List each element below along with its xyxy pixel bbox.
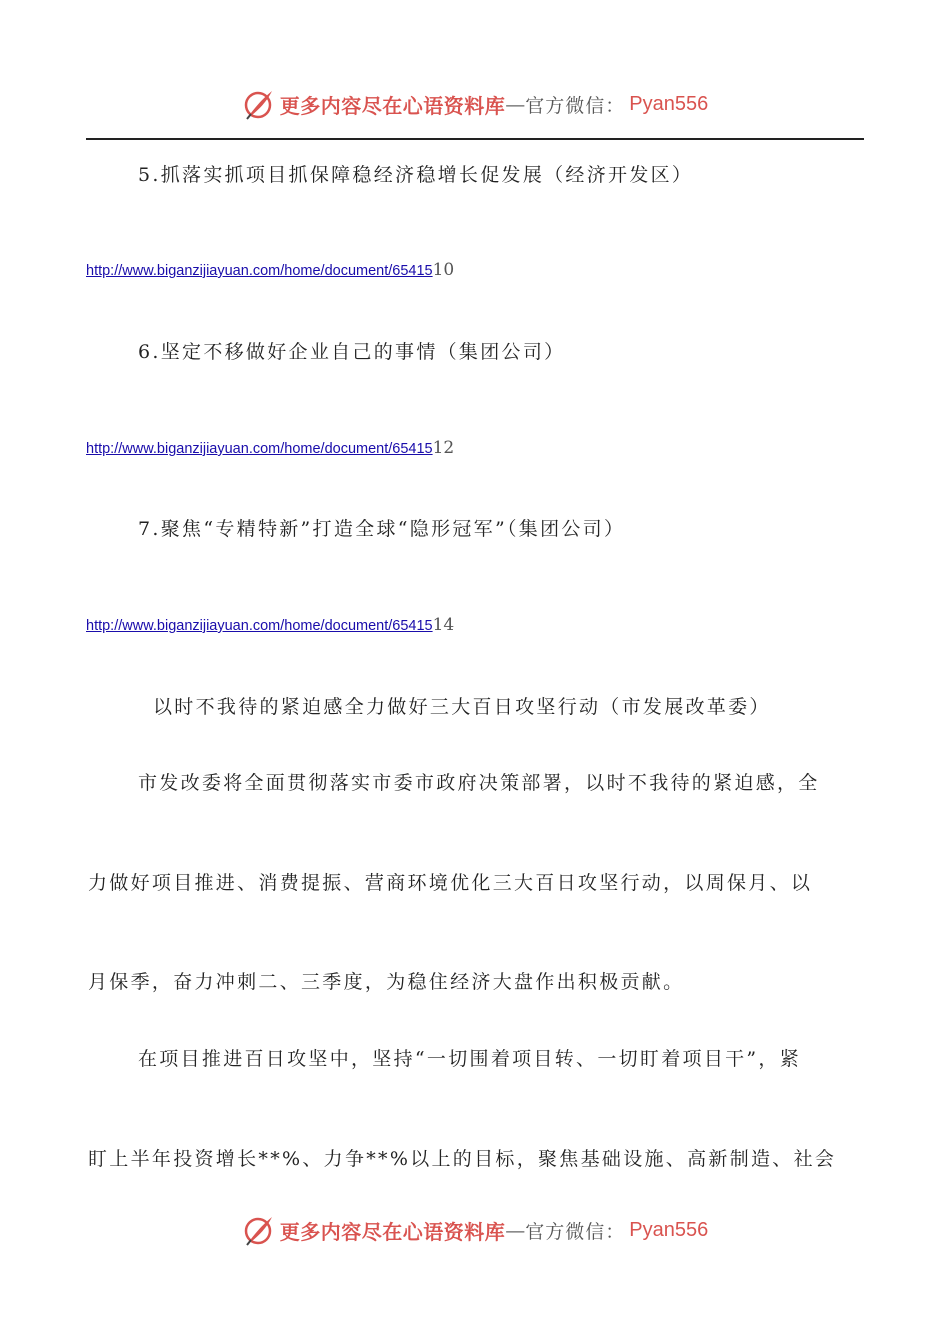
banner-wechat-label: 官方微信： [525, 94, 626, 117]
banner-wechat-label: 官方微信： [525, 1220, 626, 1243]
quill-logo-icon [242, 87, 276, 121]
entry-title-5: 5.抓落实抓项目抓保障稳经济稳增长促发展（经济开发区） [138, 164, 694, 186]
entry-page-7: 14 [432, 615, 455, 635]
article-line: 力做好项目推进、消费提振、营商环境优化三大百日攻坚行动，以周保月、以 [88, 872, 813, 894]
entry-link-7[interactable]: http://www.biganzijiayuan.com/home/document/65415 [86, 618, 433, 634]
article-line: 盯上半年投资增长**%、力争**%以上的目标，聚焦基础设施、高新制造、社会 [88, 1148, 837, 1170]
footer-banner [0, 1208, 950, 1252]
article-heading: 以时不我待的紧迫感全力做好三大百日攻坚行动（市发展改革委） [153, 696, 771, 718]
header-rule [86, 138, 864, 140]
entry-page-6: 12 [432, 438, 455, 458]
banner-dash: — [505, 92, 526, 116]
entry-link-row-7 [86, 615, 454, 635]
banner-wechat-id: Pyan556 [629, 1218, 709, 1241]
entry-link-row-6 [86, 438, 454, 458]
entry-link-row-5 [86, 260, 454, 280]
entry-title-7: 7.聚焦“专精特新”打造全球“隐形冠军”（集团公司） [138, 518, 626, 540]
article-line: 在项目推进百日攻坚中，坚持“一切围着项目转、一切盯着项目干”，紧 [138, 1048, 802, 1070]
header-banner [0, 82, 950, 126]
banner-dash: — [505, 1218, 526, 1242]
banner-wechat-id: Pyan556 [629, 92, 709, 115]
banner-text: 更多内容尽在心语资料库 [279, 1219, 506, 1244]
entry-link-6[interactable]: http://www.biganzijiayuan.com/home/document/65415 [86, 441, 433, 457]
banner-text: 更多内容尽在心语资料库 [279, 93, 506, 118]
entry-page-5: 10 [432, 260, 455, 280]
quill-logo-icon [242, 1213, 276, 1247]
entry-link-5[interactable]: http://www.biganzijiayuan.com/home/document/65415 [86, 263, 433, 279]
entry-title-6: 6.坚定不移做好企业自己的事情（集团公司） [138, 341, 566, 363]
article-line: 月保季，奋力冲刺二、三季度，为稳住经济大盘作出积极贡献。 [88, 971, 685, 993]
article-line: 市发改委将全面贯彻落实市委市政府决策部署，以时不我待的紧迫感，全 [138, 772, 820, 794]
